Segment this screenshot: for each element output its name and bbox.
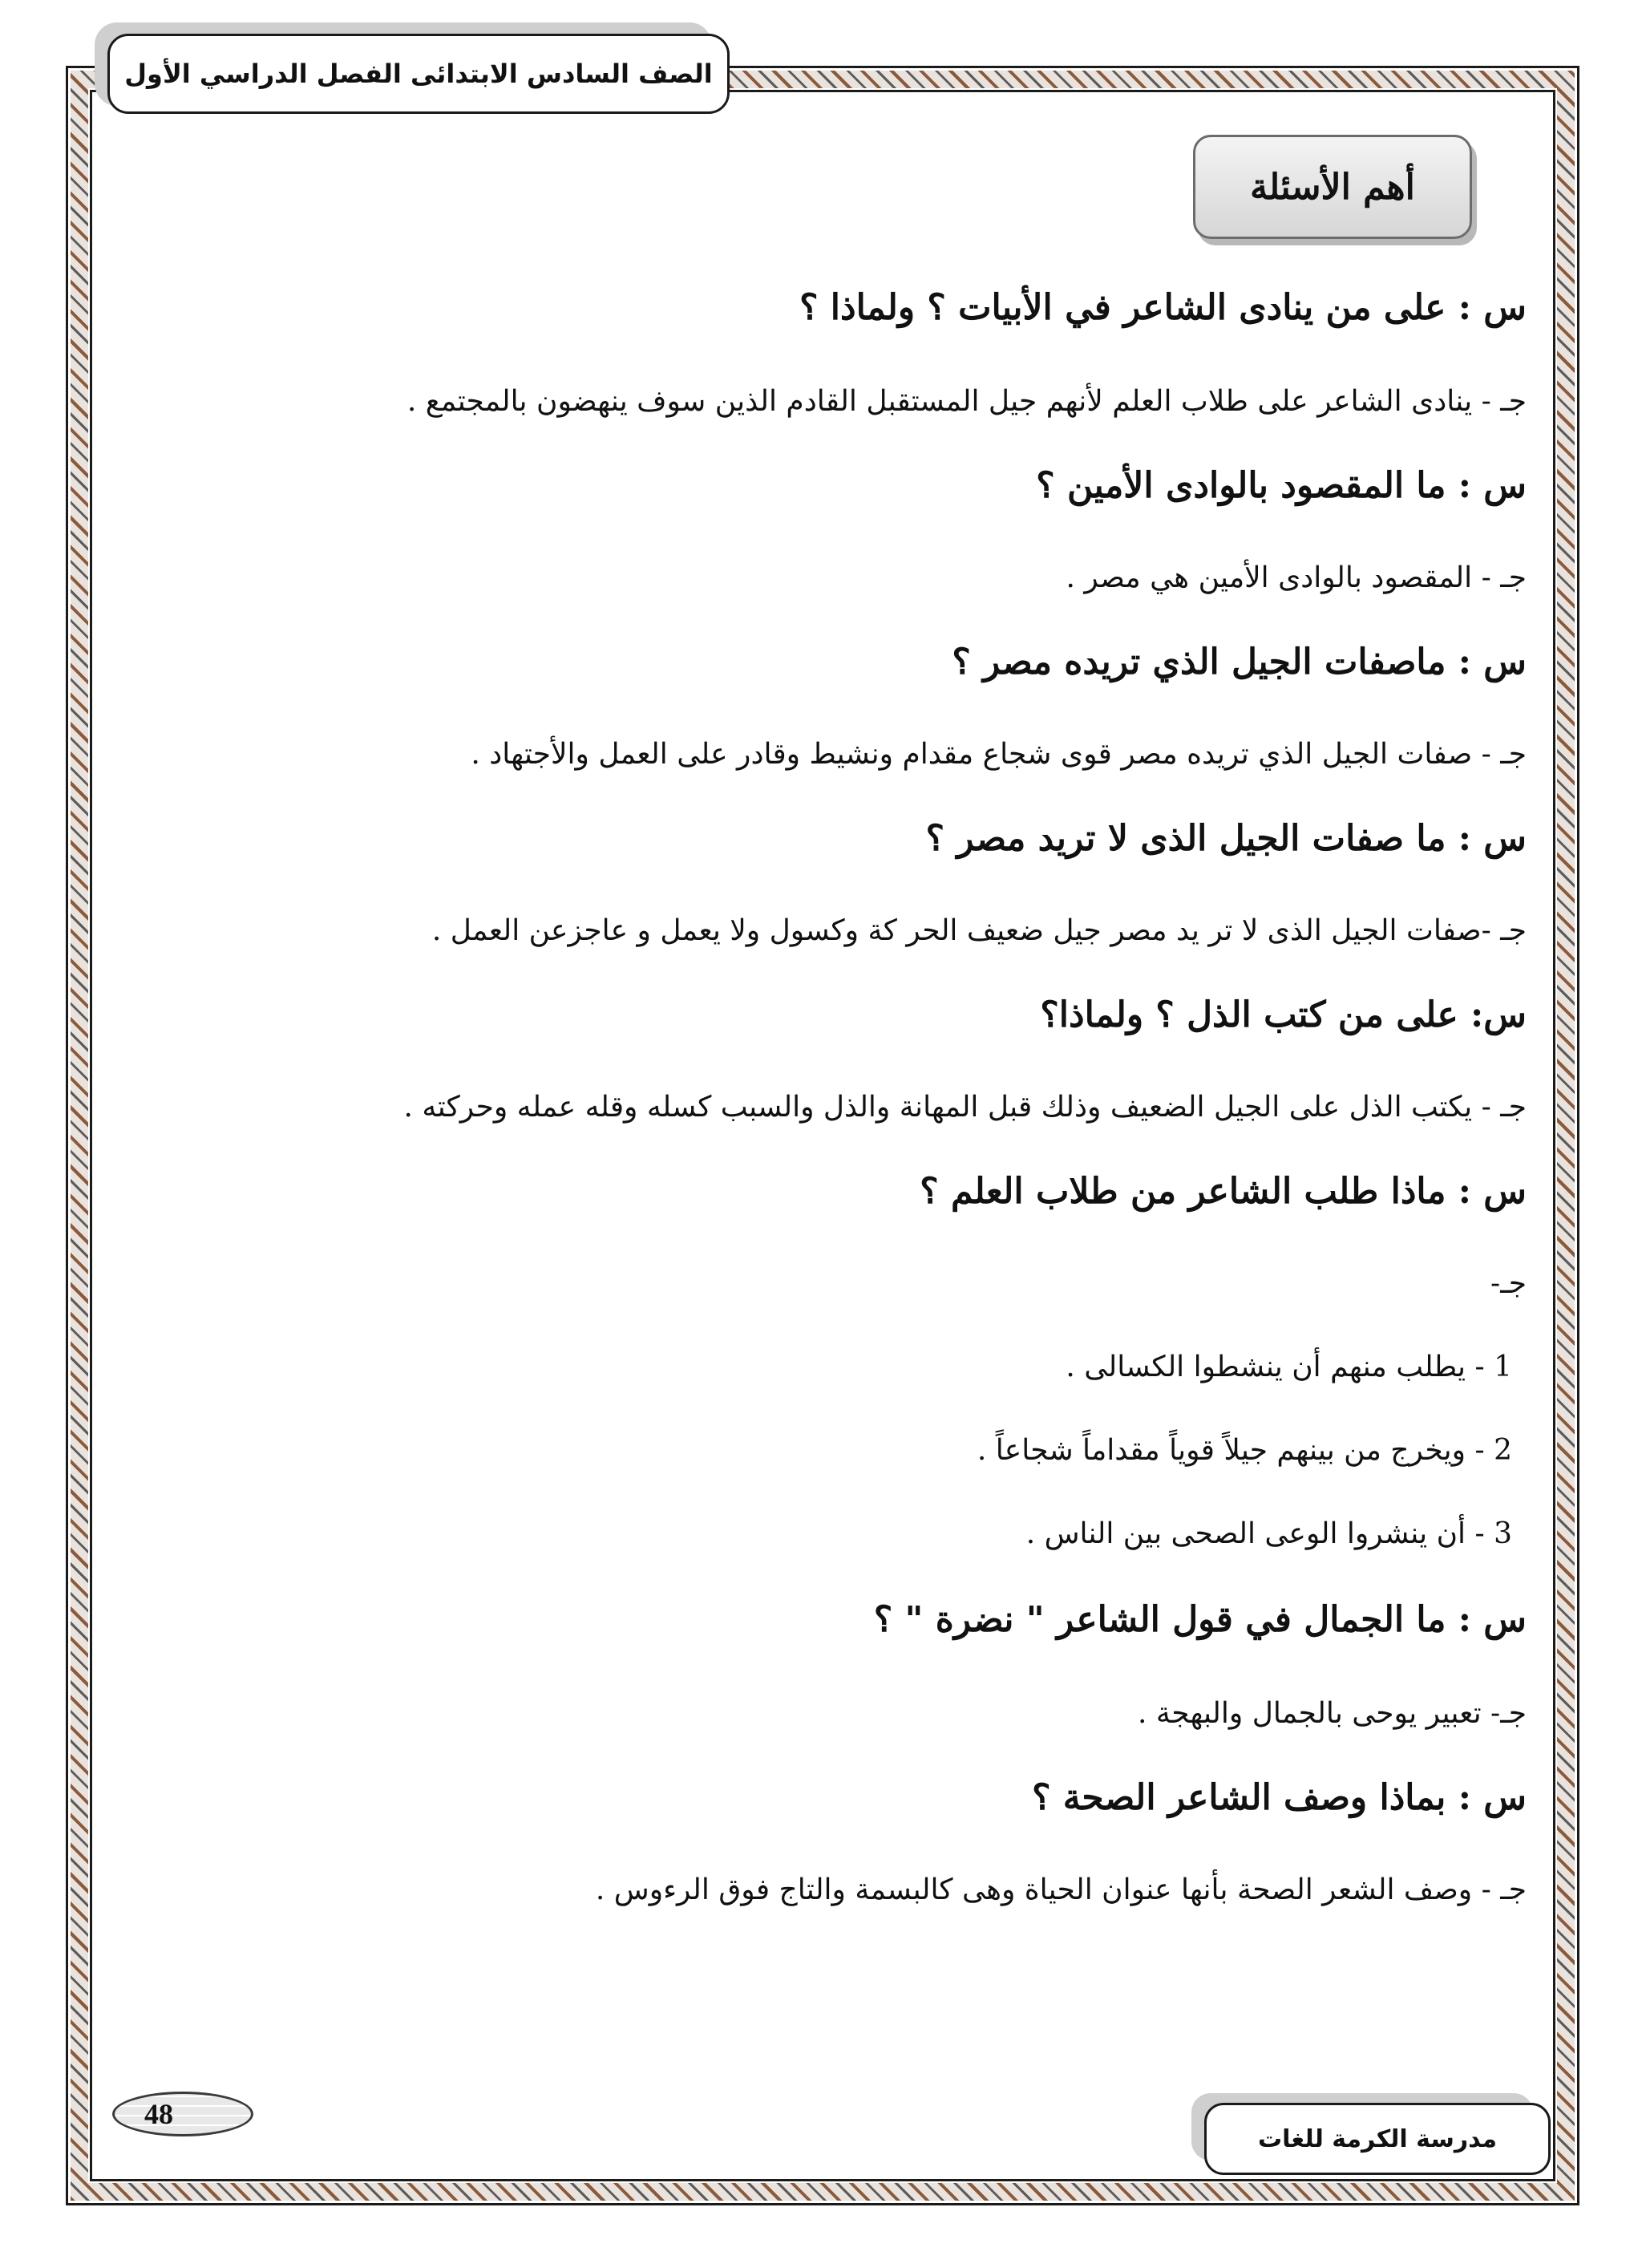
answer-1: جـ - ينادى الشاعر على طلاب العلم لأنهم جيل المستقبل القادم الذين سوف ينهضون بالمجتمع . [406,385,1527,418]
question-7: س : ما الجمال في قول الشاعر " نضرة " ؟ [873,1599,1527,1640]
page-number: 48 [144,2098,173,2130]
answer-5: جـ - يكتب الذل على الجيل الضعيف وذلك قبل المهانة والذل والسبب كسله وقله عمله وحركته . [403,1091,1527,1124]
question-3: س : ماصفات الجيل الذي تريده مصر ؟ [952,642,1527,682]
question-5: س: على من كتب الذل ؟ ولماذا؟ [1040,994,1527,1035]
header-title-box [107,34,730,114]
answer-6-item-2: 2 - ويخرج من بينهم جيلاً قوياً مقداماً شجاعاً . [977,1434,1512,1467]
section-badge [1193,135,1472,239]
answer-6-item-1: 1 - يطلب منهم أن ينشطوا الكسالى . [1066,1351,1512,1383]
answer-2: جـ - المقصود بالوادى الأمين هي مصر . [1066,561,1527,594]
question-1: س : على من ينادى الشاعر في الأبيات ؟ ولماذا ؟ [799,287,1527,328]
answer-4: جـ -صفات الجيل الذى لا تر يد مصر جيل ضعيف الحر كة وكسول ولا يعمل و عاجزعن العمل . [431,914,1527,947]
header-title: الصف السادس الابتدائى الفصل الدراسي الأول [124,59,713,89]
question-8: س : بماذا وصف الشاعر الصحة ؟ [1032,1777,1527,1818]
question-2: س : ما المقصود بالوادى الأمين ؟ [1036,465,1527,506]
footer-school-name: مدرسة الكرمة للغات [1257,2124,1498,2153]
section-badge-label: أهم الأسئلة [1250,166,1415,208]
answer-6-item-3: 3 - أن ينشروا الوعى الصحى بين الناس . [1025,1517,1512,1550]
answer-6-label: جـ- [1490,1267,1527,1300]
page-number-badge [112,2092,253,2136]
footer-school-box [1204,2103,1551,2175]
question-4: س : ما صفات الجيل الذى لا تريد مصر ؟ [925,818,1527,859]
question-6: س : ماذا طلب الشاعر من طلاب العلم ؟ [920,1171,1527,1212]
answer-7: جـ- تعبير يوحى بالجمال والبهجة . [1138,1697,1527,1730]
answer-3: جـ - صفات الجيل الذي تريده مصر قوى شجاع مقدام ونشيط وقادر على العمل والأجتهاد . [471,738,1527,771]
answer-8: جـ - وصف الشعر الصحة بأنها عنوان الحياة وهى كالبسمة والتاج فوق الرءوس . [595,1873,1527,1906]
